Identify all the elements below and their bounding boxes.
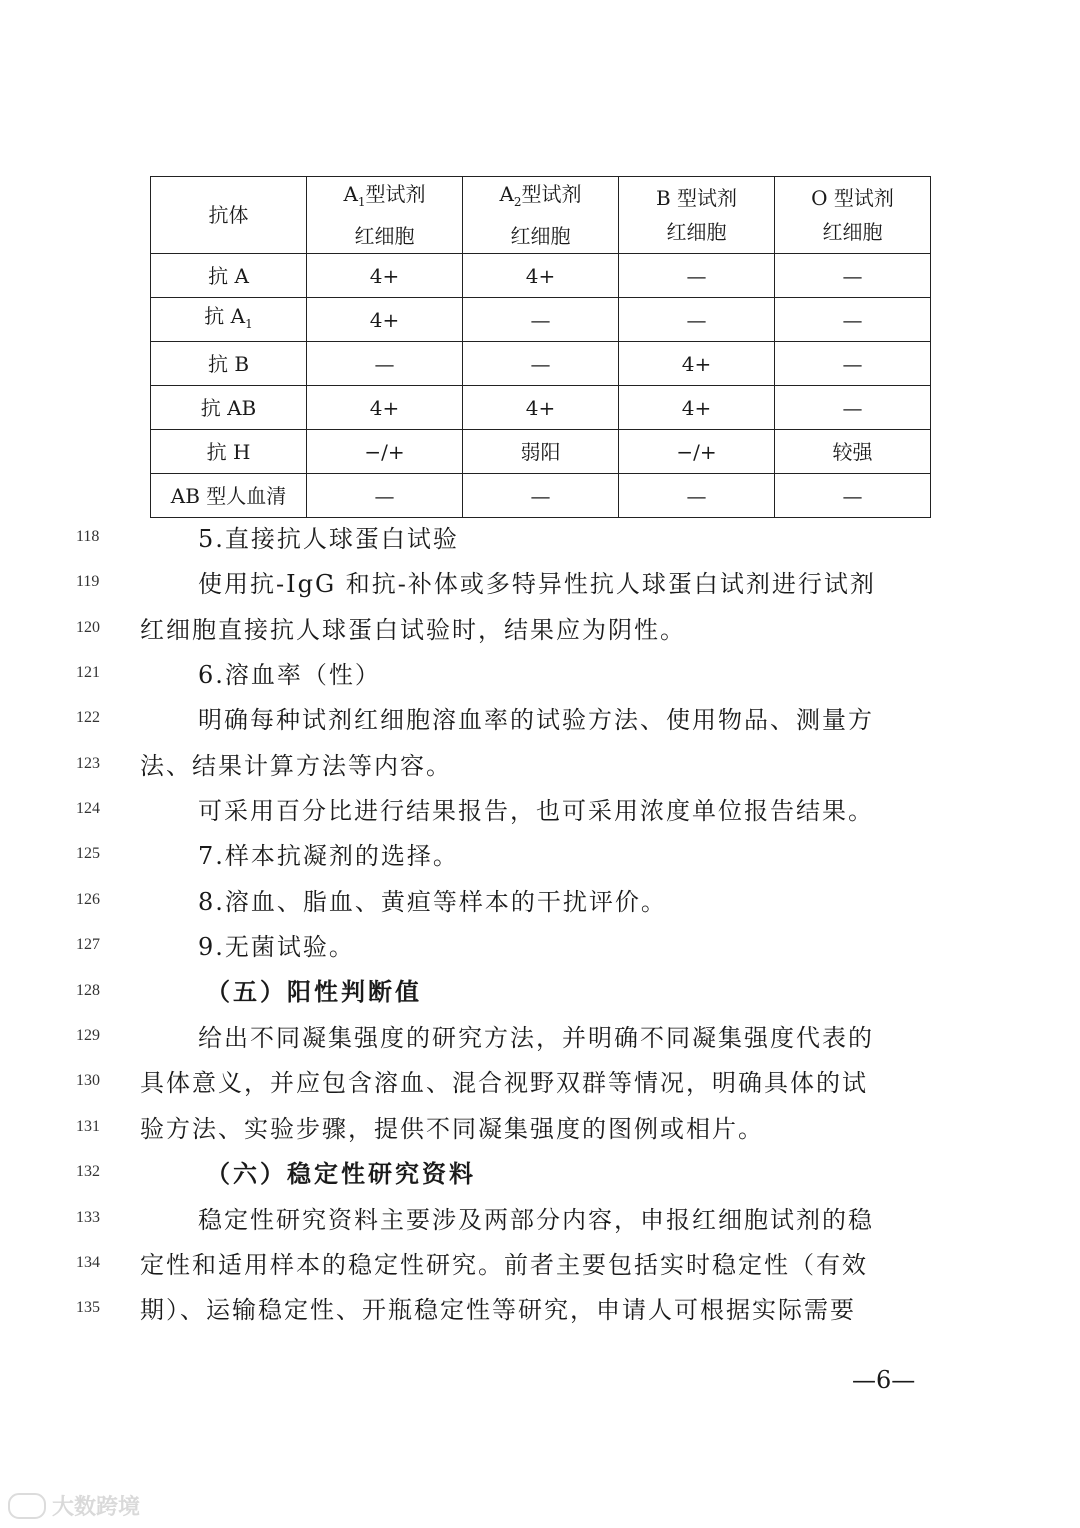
line-number: 121 bbox=[76, 664, 100, 681]
header-cell: B 型试剂 红细胞 bbox=[619, 177, 775, 254]
section-heading: 8.溶血、脂血、黄疸等样本的干扰评价。 bbox=[198, 888, 667, 916]
line-number: 132 bbox=[76, 1163, 100, 1180]
subsection-heading: （六）稳定性研究资料 bbox=[206, 1159, 476, 1188]
cell: — bbox=[307, 474, 463, 518]
line-number: 134 bbox=[76, 1254, 100, 1271]
line-number: 135 bbox=[76, 1299, 100, 1316]
table-row bbox=[151, 254, 931, 298]
cell: 抗 A bbox=[151, 254, 307, 298]
table-row bbox=[151, 474, 931, 518]
cell: 4+ bbox=[463, 386, 619, 430]
section-heading: 9.无菌试验。 bbox=[198, 933, 355, 961]
paragraph-line: 可采用百分比进行结果报告，也可采用浓度单位报告结果。 bbox=[198, 797, 874, 825]
cell: 抗 B bbox=[151, 342, 307, 386]
line-number: 125 bbox=[76, 845, 100, 862]
cell: 抗 AB bbox=[151, 386, 307, 430]
section-heading: 7.样本抗凝剂的选择。 bbox=[198, 842, 459, 870]
cell: — bbox=[775, 474, 931, 518]
section-heading: 5.直接抗人球蛋白试验 bbox=[198, 525, 459, 553]
cell: 4+ bbox=[307, 298, 463, 342]
antibody-table bbox=[150, 176, 931, 508]
line-number: 120 bbox=[76, 619, 100, 636]
cell: −/+ bbox=[307, 430, 463, 474]
paragraph-line: 使用抗-IgG 和抗-补体或多特异性抗人球蛋白试剂进行试剂 bbox=[198, 570, 876, 598]
cell: −/+ bbox=[619, 430, 775, 474]
line-number: 128 bbox=[76, 982, 100, 999]
watermark-logo-icon bbox=[8, 1493, 46, 1519]
header-cell: $A_2$型试剂 红细胞 bbox=[463, 177, 619, 254]
cell: — bbox=[307, 342, 463, 386]
table-row bbox=[151, 386, 931, 430]
cell: — bbox=[463, 342, 619, 386]
header-cell: 抗体 bbox=[151, 177, 307, 254]
table-header-row bbox=[151, 177, 931, 254]
line-number: 127 bbox=[76, 936, 100, 953]
cell: — bbox=[619, 254, 775, 298]
paragraph-line: 明确每种试剂红细胞溶血率的试验方法、使用物品、测量方 bbox=[198, 706, 874, 734]
watermark-text: 大数跨境 bbox=[52, 1495, 141, 1520]
cell: — bbox=[619, 474, 775, 518]
line-number: 119 bbox=[76, 573, 100, 590]
table-row bbox=[151, 430, 931, 474]
page-number: —6— bbox=[852, 1366, 916, 1394]
section-heading: 6.溶血率（性） bbox=[198, 661, 381, 689]
line-number: 130 bbox=[76, 1072, 100, 1089]
paragraph-line: 具体意义，并应包含溶血、混合视野双群等情况，明确具体的试 bbox=[140, 1069, 868, 1097]
line-number: 131 bbox=[76, 1118, 100, 1135]
line-number: 124 bbox=[76, 800, 100, 817]
cell: — bbox=[775, 342, 931, 386]
cell: 4+ bbox=[619, 386, 775, 430]
paragraph-line: 法、结果计算方法等内容。 bbox=[140, 752, 452, 780]
table-row bbox=[151, 298, 931, 342]
cell: — bbox=[775, 386, 931, 430]
cell: — bbox=[619, 298, 775, 342]
line-number: 129 bbox=[76, 1027, 100, 1044]
line-number: 123 bbox=[76, 755, 100, 772]
line-number: 118 bbox=[76, 528, 100, 545]
cell: — bbox=[775, 298, 931, 342]
paragraph-line: 定性和适用样本的稳定性研究。前者主要包括实时稳定性（有效 bbox=[140, 1251, 868, 1279]
cell: 弱阳 bbox=[463, 430, 619, 474]
subsection-heading: （五）阳性判断值 bbox=[206, 977, 422, 1006]
paragraph-line: 红细胞直接抗人球蛋白试验时，结果应为阴性。 bbox=[140, 616, 686, 644]
paragraph-line: 给出不同凝集强度的研究方法，并明确不同凝集强度代表的 bbox=[198, 1024, 874, 1052]
watermark bbox=[8, 1490, 140, 1521]
cell: 4+ bbox=[619, 342, 775, 386]
cell: — bbox=[775, 254, 931, 298]
table-row bbox=[151, 342, 931, 386]
line-number: 122 bbox=[76, 709, 100, 726]
paragraph-line: 稳定性研究资料主要涉及两部分内容，申报红细胞试剂的稳 bbox=[198, 1206, 874, 1234]
line-number: 126 bbox=[76, 891, 100, 908]
cell: AB 型人血清 bbox=[151, 474, 307, 518]
cell: — bbox=[463, 474, 619, 518]
paragraph-line: 验方法、实验步骤，提供不同凝集强度的图例或相片。 bbox=[140, 1115, 764, 1143]
header-cell: O 型试剂 红细胞 bbox=[775, 177, 931, 254]
cell: 4+ bbox=[463, 254, 619, 298]
paragraph-line: 期）、运输稳定性、开瓶稳定性等研究，申请人可根据实际需要 bbox=[140, 1296, 856, 1324]
cell: 4+ bbox=[307, 386, 463, 430]
cell: — bbox=[463, 298, 619, 342]
cell: 抗 H bbox=[151, 430, 307, 474]
header-cell: $A_1$型试剂 红细胞 bbox=[307, 177, 463, 254]
cell: 较强 bbox=[775, 430, 931, 474]
cell: 4+ bbox=[307, 254, 463, 298]
line-number: 133 bbox=[76, 1209, 100, 1226]
cell: 抗 $A_1$ bbox=[151, 298, 307, 342]
